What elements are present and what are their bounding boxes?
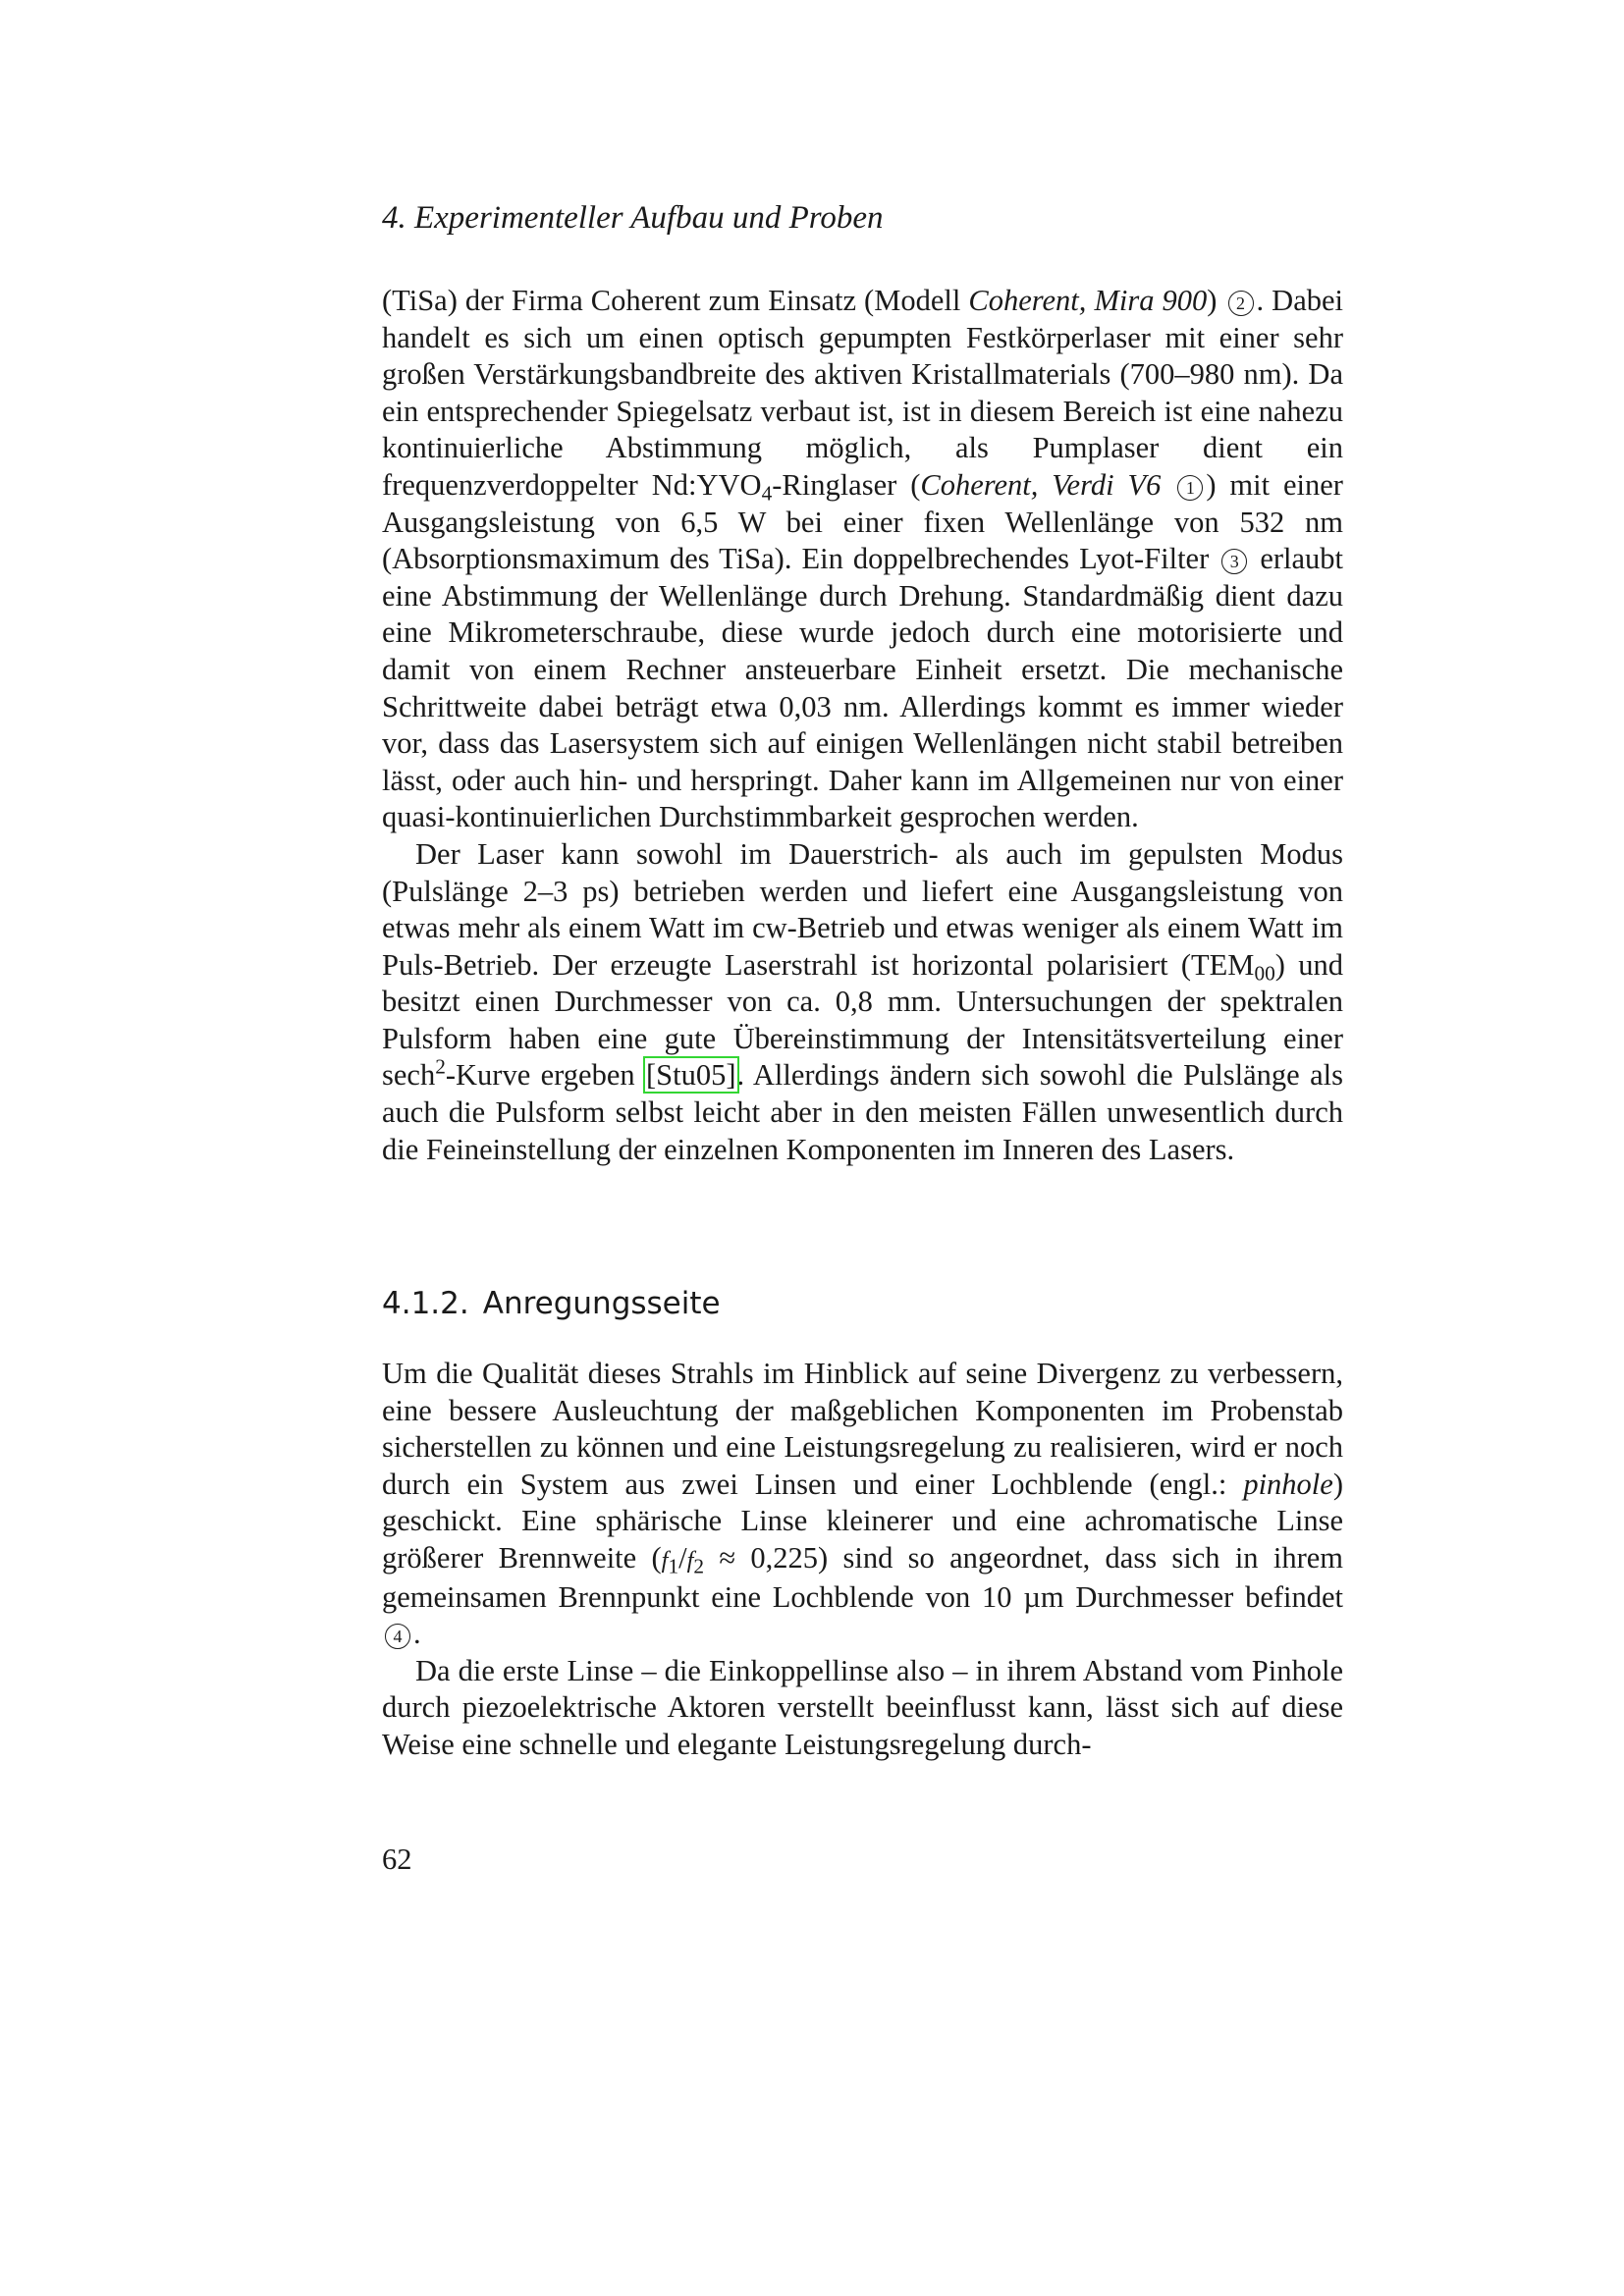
section-number: 4.1.2. bbox=[382, 1286, 469, 1321]
marker-1: 1 bbox=[1177, 475, 1203, 501]
paragraph-tisa-laser: (TiSa) der Firma Coherent zum Einsatz (Modell Coherent, Mira 900) 2 . Dabei handelt es sich um einen optisch gepumpten Festkörperlaser mit einer sehr großen Verstärkungsbandbreite des aktiven Kristallmaterials (700–980 nm). Da ein entsprechender Spiegelsatz verbaut ist, ist in diesem Bereich ist eine nahezu kontinuierliche Abstimmung möglich, als Pumplaser dient ein frequenzverdoppelter $Nd:YVO_4$-Ringlaser (Coherent, Verdi V6 1 ) mit einer Ausgangsleistung von 6,5 W bei einer fixen Wellenlänge von 532 nm (Absorptionsmaximum des TiSa). Ein doppelbrechendes Lyot-Filter 3 erlaubt eine Abstimmung der Wellenlänge durch Drehung. Standardmäßig dient dazu eine Mikrometerschraube, diese wurde jedoch durch eine motorisierte und damit von einem Rechner ansteuerbare Einheit ersetzt. Die mechanische Schrittweite dabei beträgt etwa 0,03 nm. Allerdings kommt es immer wieder vor, dass das Lasersystem sich auf einigen Wellenlängen nicht stabil betreiben lässt, oder auch hin- und herspringt. Daher kann im Allgemeinen nur von einer quasi-kontinuierlichen Durchstimmbarkeit gesprochen werden. bbox=[382, 284, 1344, 834]
text-block-excitation bbox=[382, 1356, 1343, 1764]
marker-3: 3 bbox=[1221, 549, 1247, 574]
citation-link[interactable]: [Stu05] bbox=[646, 1058, 736, 1093]
marker-4: 4 bbox=[385, 1624, 410, 1649]
paragraph-beam-quality: Um die Qualität dieses Strahls im Hinblick auf seine Divergenz zu verbessern, eine bessere Ausleuchtung der maßgeblichen Komponenten im Probenstab sicherstellen zu können und eine Leistungsregelung zu realisieren, wird er noch durch ein System aus zwei Linsen und einer Lochblende (engl.: pinhole) geschickt. Eine sphärische Linse kleinerer und eine achromatische Linse größerer Brennweite $(f_1/f_2 \approx 0,225)$ sind so angeordnet, dass sich in ihrem gemeinsamen Brennpunkt eine Lochblende von 10 µm Durchmesser befindet 4 . bbox=[382, 1357, 1343, 1651]
text-block-laser bbox=[382, 283, 1343, 1168]
marker-2: 2 bbox=[1228, 291, 1254, 316]
paragraph-laser-modes: Der Laser kann sowohl im Dauerstrich- als auch im gepulsten Modus (Pulslänge 2–3 ps) betrieben werden und liefert eine Ausgangsleistung von etwas mehr als einem Watt im cw-Betrieb und etwas weniger als einem Watt im Puls-Betrieb. Der erzeugte Laserstrahl ist horizontal polarisiert $(TEM_{00})$ und besitzt einen Durchmesser von ca. 0,8 mm. Untersuchungen der spektralen Pulsform haben eine gute Übereinstimmung der Intensitätsverteilung einer sech$^2$-Kurve ergeben [Stu05]. Allerdings ändern sich sowohl die Pulslänge als auch die Pulsform selbst leicht aber in den meisten Fällen unwesentlich durch die Feineinstellung der einzelnen Komponenten im Inneren des Lasers. bbox=[382, 836, 1343, 1166]
page-number: 62 bbox=[382, 1842, 412, 1876]
paragraph-power-control: Da die erste Linse – die Einkoppellinse also – in ihrem Abstand vom Pinhole durch piezoelektrische Aktoren verstellt beeinflusst kann, lässt sich auf diese Weise eine schnelle und elegante Leistungsregelung durch- bbox=[382, 1653, 1343, 1761]
section-heading bbox=[382, 1284, 721, 1323]
running-header: 4. Experimenteller Aufbau und Proben bbox=[382, 200, 884, 236]
section-title: Anregungsseite bbox=[482, 1286, 721, 1321]
